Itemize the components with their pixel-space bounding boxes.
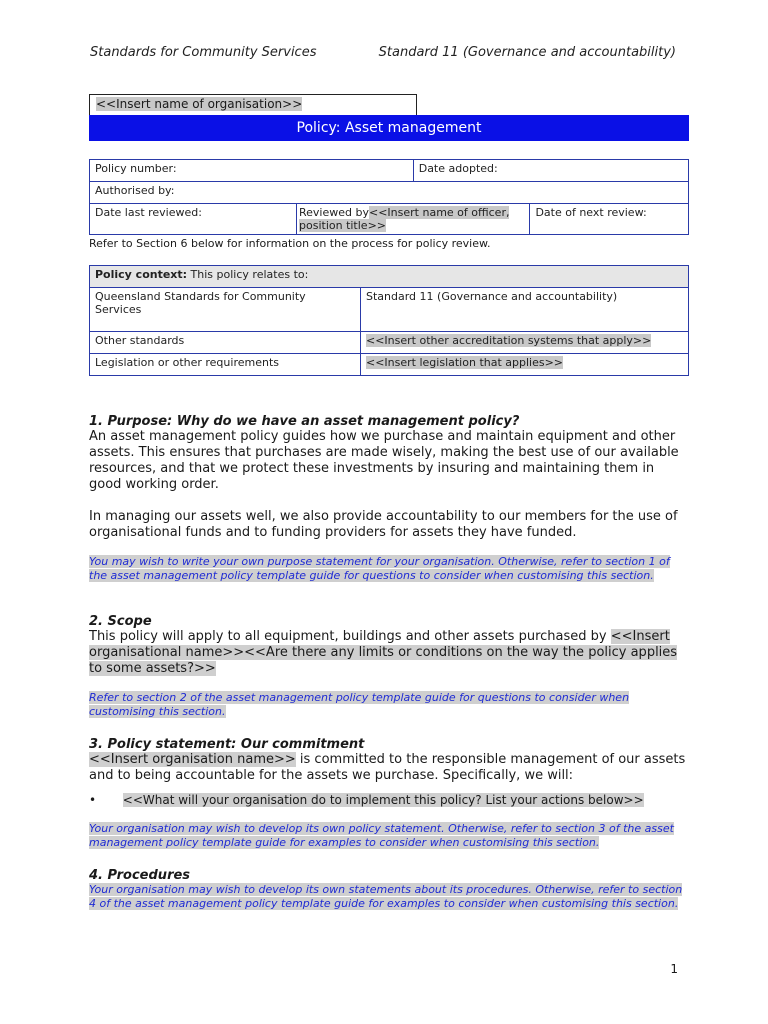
paragraph xyxy=(89,752,689,784)
guidance-note xyxy=(89,555,689,583)
review-note: Refer to Section 6 below for information on the process for policy review. xyxy=(89,237,491,250)
section-heading: 3. Policy statement: Our commitment xyxy=(89,737,365,752)
section-heading: 4. Procedures xyxy=(89,868,191,883)
date-last-reviewed-cell[interactable]: Date last reviewed: xyxy=(90,204,297,235)
guidance-text: Your organisation may wish to develop its own statements about its procedures. Otherwise, refer to section 4 of the asset management policy template guide for examples to consider when customising this section. xyxy=(89,883,683,910)
page-number: 1 xyxy=(670,962,678,976)
context-row-left: Other standards xyxy=(90,332,361,354)
organisation-placeholder: <<Insert organisation name>> xyxy=(89,752,296,767)
header-right: Standard 11 (Governance and accountability) xyxy=(378,45,676,60)
policy-info-table xyxy=(89,159,689,235)
section-policy-statement xyxy=(89,737,689,850)
guidance-text: Refer to section 2 of the asset management policy template guide for questions to consider when customising this section. xyxy=(89,691,630,718)
policy-context-table xyxy=(89,265,689,376)
guidance-text: You may wish to write your own purpose statement for your organisation. Otherwise, refer to section 1 of the asset management policy template guide for questions to consider when customising this section. xyxy=(89,555,670,582)
scope-placeholder: <<Insert organisational name>><<Are there any limits or conditions on the way the policy applies to some assets?>> xyxy=(89,629,678,676)
organisation-name-field[interactable] xyxy=(89,94,417,116)
context-heading-rest: This policy relates to: xyxy=(187,268,309,281)
paragraph xyxy=(89,629,689,677)
context-heading-bold: Policy context: xyxy=(95,268,188,281)
guidance-note xyxy=(89,822,689,850)
scope-text: This policy will apply to all equipment, buildings and other assets purchased by xyxy=(89,629,611,644)
reviewed-by-placeholder: <<Insert name of officer, position title>> xyxy=(299,206,510,232)
section-heading: 2. Scope xyxy=(89,614,152,629)
paragraph: In managing our assets well, we also provide accountability to our members for the use of organisational funds and to funding providers for assets they have funded. xyxy=(89,509,678,540)
reviewed-by-label: Reviewed by xyxy=(299,206,369,219)
paragraph: An asset management policy guides how we purchase and maintain equipment and other assets. This ensures that purchases are made wisely, making the best use of our available resources, and that we protect these investments by insuring and maintaining them in good working order. xyxy=(89,429,679,492)
policy-title: Policy: Asset management xyxy=(89,115,689,141)
organisation-name-placeholder: <<Insert name of organisation>> xyxy=(96,97,303,111)
other-standards-placeholder: <<Insert other accreditation systems that apply>> xyxy=(366,334,652,347)
header-left: Standards for Community Services xyxy=(90,45,317,60)
context-row-right[interactable]: Standard 11 (Governance and accountability) xyxy=(361,288,689,332)
section-scope xyxy=(89,614,689,719)
section-heading: 1. Purpose: Why do we have an asset management policy? xyxy=(89,414,520,429)
bullet-placeholder: <<What will your organisation do to implement this policy? List your actions below>> xyxy=(122,793,644,807)
section-purpose xyxy=(89,414,689,583)
legislation-placeholder: <<Insert legislation that applies>> xyxy=(366,356,564,369)
date-adopted-cell[interactable]: Date adopted: xyxy=(413,160,688,182)
context-row-right[interactable] xyxy=(361,332,689,354)
reviewed-by-cell[interactable] xyxy=(297,204,530,235)
authorised-by-cell[interactable]: Authorised by: xyxy=(90,182,689,204)
context-row-left: Legislation or other requirements xyxy=(90,354,361,376)
guidance-note xyxy=(89,883,689,911)
bullet-item: • <<What will your organisation do to implement this policy? List your actions below>> xyxy=(89,793,644,807)
date-next-review-cell[interactable]: Date of next review: xyxy=(530,204,689,235)
section-procedures xyxy=(89,868,689,911)
guidance-text: Your organisation may wish to develop its own policy statement. Otherwise, refer to section 3 of the asset management policy template guide for examples to consider when customising this section. xyxy=(89,822,674,849)
context-row-right[interactable] xyxy=(361,354,689,376)
context-heading xyxy=(90,266,689,288)
statement-text: is committed to the responsible management of our assets and to being accountable for the assets we purchase. Specifically, we will: xyxy=(89,752,686,783)
guidance-note xyxy=(89,691,689,719)
policy-number-cell[interactable]: Policy number: xyxy=(90,160,414,182)
context-row-left: Queensland Standards for Community Services xyxy=(90,288,361,332)
